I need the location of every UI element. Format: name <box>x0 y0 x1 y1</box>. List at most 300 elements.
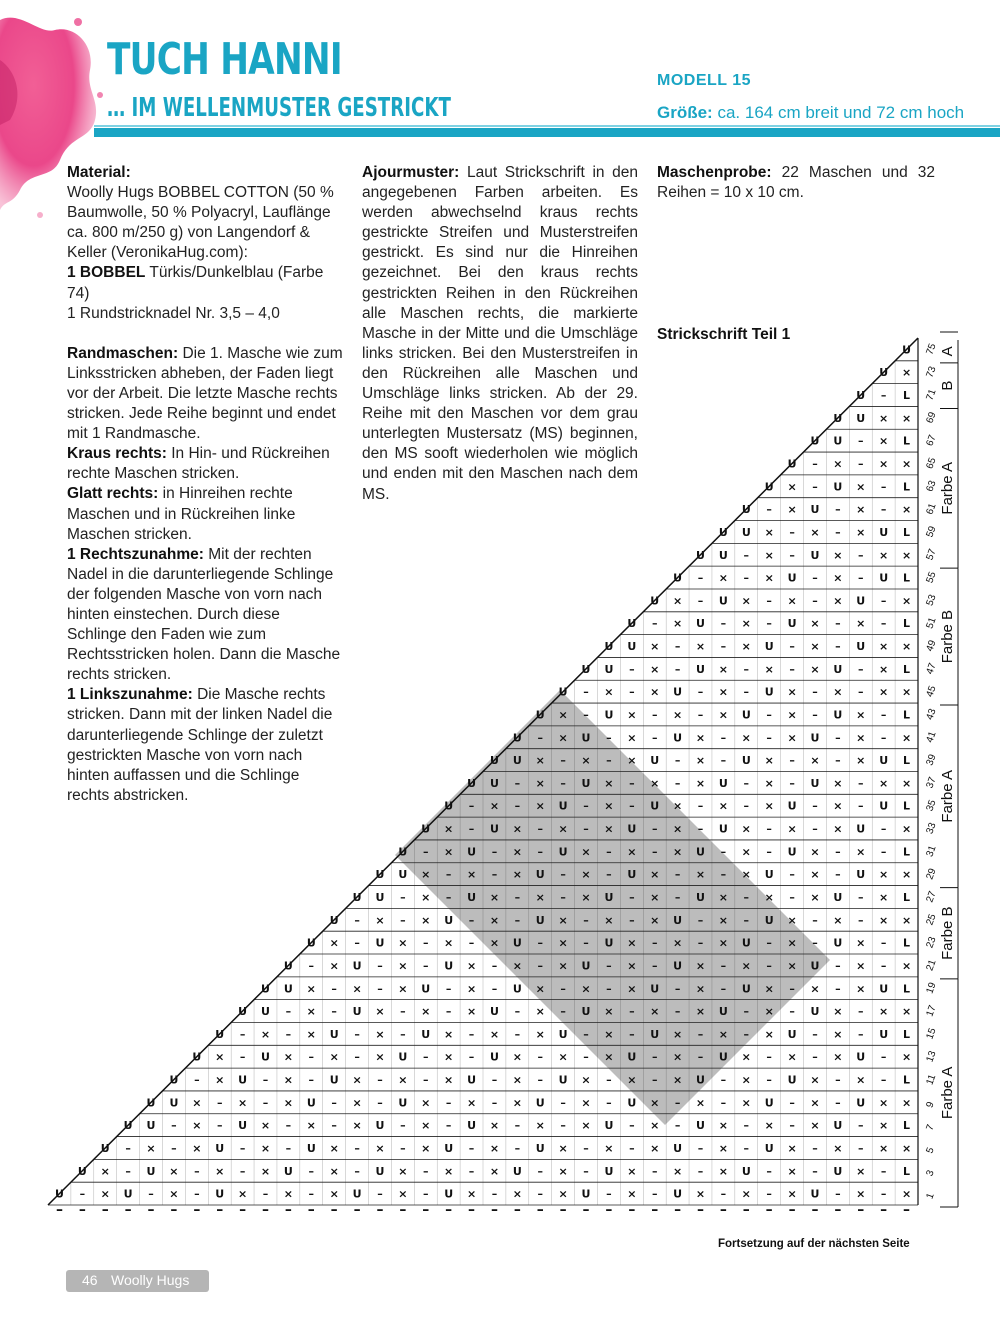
stitch-symbol: U <box>833 936 843 950</box>
stitch-symbol: U <box>879 525 889 539</box>
edge-symbol: U <box>718 525 728 539</box>
stitch-symbol: – <box>400 890 406 904</box>
size-value: ca. 164 cm breit und 72 cm hoch <box>717 103 965 122</box>
stitch-symbol: – <box>812 1141 818 1155</box>
stitch-symbol: U <box>627 868 637 882</box>
stitch-symbol: – <box>216 1119 223 1133</box>
color-band-label: Farbe B <box>939 906 956 960</box>
stitch-symbol: × <box>787 480 797 494</box>
stitch-symbol: – <box>789 1096 795 1110</box>
stitch-symbol: × <box>901 822 912 836</box>
stitch-symbol: – <box>606 754 612 768</box>
stitch-symbol: × <box>879 434 889 448</box>
stitch-symbol: – <box>743 662 750 676</box>
bottom-symbol: – <box>605 1202 613 1218</box>
stitch-symbol: × <box>650 640 660 654</box>
stitch-symbol: U <box>810 1187 820 1201</box>
stitch-symbol: – <box>606 845 612 859</box>
stitch-symbol: × <box>718 1141 729 1155</box>
stitch-symbol: L <box>903 890 911 904</box>
stitch-symbol: – <box>468 799 475 813</box>
stitch-symbol: – <box>835 525 841 539</box>
bobbel-label: 1 BOBBEL <box>67 264 146 282</box>
stitch-symbol: × <box>375 1005 385 1019</box>
stitch-symbol: – <box>514 799 521 813</box>
stitch-symbol: × <box>650 1005 660 1019</box>
stitch-symbol: – <box>445 890 452 904</box>
stitch-symbol: L <box>903 1164 911 1178</box>
stitch-symbol: – <box>835 503 841 517</box>
stitch-symbol: × <box>489 1027 500 1041</box>
stitch-symbol: × <box>581 754 591 768</box>
stitch-symbol: U <box>558 799 568 813</box>
edge-symbol: U <box>741 503 751 517</box>
stitch-symbol: – <box>880 731 887 745</box>
stitch-symbol: × <box>650 890 660 904</box>
stitch-symbol: – <box>697 822 704 836</box>
edge-symbol: U <box>100 1141 110 1155</box>
stitch-symbol: U <box>833 890 843 904</box>
stitch-symbol: – <box>789 1119 795 1133</box>
bottom-symbol: – <box>513 1202 521 1218</box>
bottom-symbol: – <box>307 1202 315 1218</box>
stitch-symbol: × <box>489 1164 500 1178</box>
stitch-symbol: – <box>766 1073 772 1087</box>
stitch-symbol: × <box>787 731 797 745</box>
stitch-symbol: – <box>812 594 818 608</box>
stitch-symbol: L <box>903 1119 911 1133</box>
row-number: 69 <box>924 410 939 425</box>
stitch-symbol: – <box>308 1073 315 1087</box>
page-number: 46 <box>82 1272 98 1288</box>
stitch-symbol: × <box>260 1119 271 1133</box>
stitch-symbol: × <box>535 1005 545 1019</box>
stitch-symbol: × <box>466 868 477 882</box>
stitch-symbol: × <box>787 708 797 722</box>
stitch-symbol: U <box>856 1096 866 1110</box>
stitch-symbol: – <box>835 1073 841 1087</box>
row-number: 45 <box>924 684 939 699</box>
stitch-symbol: × <box>627 982 637 996</box>
stitch-symbol: – <box>606 982 612 996</box>
stitch-symbol: × <box>879 662 889 676</box>
stitch-symbol: – <box>583 1050 589 1064</box>
stitch-symbol: – <box>674 776 681 790</box>
row-number: 15 <box>924 1026 939 1041</box>
stitch-symbol: × <box>833 594 843 608</box>
bottom-symbol: – <box>170 1202 178 1218</box>
stitch-symbol: – <box>880 1187 887 1201</box>
stitch-symbol: × <box>421 1141 431 1155</box>
pattern-title: TUCH HANNI <box>107 34 342 85</box>
stitch-symbol: × <box>352 1119 362 1133</box>
stitch-symbol: – <box>812 480 818 494</box>
stitch-symbol: – <box>858 685 864 699</box>
row-number: 65 <box>924 456 939 471</box>
stitch-symbol: U <box>810 731 820 745</box>
stitch-symbol: U <box>673 913 683 927</box>
stitch-symbol: – <box>468 1141 475 1155</box>
edge-symbol: U <box>879 366 889 380</box>
stitch-symbol: × <box>810 1096 820 1110</box>
stitch-symbol: × <box>810 845 820 859</box>
stitch-symbol: U <box>489 776 499 790</box>
stitch-symbol: U <box>764 1141 774 1155</box>
stitch-symbol: U <box>604 662 614 676</box>
stitch-symbol: – <box>674 754 681 768</box>
stitch-symbol: × <box>741 594 751 608</box>
stitch-symbol: – <box>766 731 772 745</box>
stitch-symbol: × <box>215 1073 225 1087</box>
row-number: 61 <box>924 501 939 517</box>
stitch-symbol: – <box>285 1027 292 1041</box>
stitch-symbol: × <box>901 913 912 927</box>
stitch-symbol: × <box>604 776 614 790</box>
stitch-symbol: – <box>858 913 864 927</box>
stitch-symbol: × <box>718 662 729 676</box>
stitch-symbol: – <box>789 640 795 654</box>
stitch-symbol: × <box>764 890 774 904</box>
stitch-symbol: – <box>858 434 864 448</box>
row-number: 43 <box>924 707 939 722</box>
row-number: 55 <box>924 570 939 585</box>
row-number: 23 <box>924 935 939 950</box>
stitch-symbol: U <box>787 617 797 631</box>
stitch-symbol: – <box>743 913 750 927</box>
stitch-symbol: – <box>377 1187 383 1201</box>
stitch-symbol: U <box>673 731 683 745</box>
stitch-symbol: U <box>306 1096 316 1110</box>
stitch-symbol: – <box>880 959 887 973</box>
edge-symbol: U <box>54 1187 64 1201</box>
stitch-symbol: – <box>697 571 704 585</box>
row-number: 33 <box>924 821 939 836</box>
stitch-symbol: – <box>468 1164 475 1178</box>
stitch-symbol: – <box>812 799 818 813</box>
stitch-symbol: – <box>629 685 635 699</box>
stitch-symbol: × <box>512 868 522 882</box>
stitch-symbol: – <box>766 1050 772 1064</box>
stitch-symbol: – <box>514 776 521 790</box>
edge-symbol: U <box>627 617 637 631</box>
stitch-symbol: – <box>537 1164 543 1178</box>
stitch-symbol: – <box>880 503 887 517</box>
stitch-symbol: × <box>215 1050 225 1064</box>
stitch-symbol: – <box>651 617 658 631</box>
bottom-symbol: – <box>788 1202 796 1218</box>
stitch-symbol: × <box>672 799 683 813</box>
stitch-symbol: – <box>858 1027 864 1041</box>
stitch-symbol: L <box>903 1027 911 1041</box>
stitch-symbol: U <box>787 1027 797 1041</box>
stitch-symbol: × <box>672 617 683 631</box>
stitch-symbol: × <box>512 959 522 973</box>
stitch-symbol: – <box>743 1119 750 1133</box>
stitch-symbol: U <box>467 890 477 904</box>
stitch-symbol: U <box>741 982 751 996</box>
stitch-symbol: – <box>858 776 864 790</box>
stitch-symbol: L <box>903 434 911 448</box>
stitch-symbol: – <box>766 617 772 631</box>
stitch-symbol: × <box>810 1119 820 1133</box>
stitch-symbol: × <box>558 936 568 950</box>
stitch-symbol: × <box>512 845 522 859</box>
lz-label: 1 Linkszunahme: <box>67 686 193 704</box>
stitch-symbol: – <box>468 1050 475 1064</box>
edge-symbol: U <box>398 845 408 859</box>
stitch-symbol: U <box>558 1073 568 1087</box>
stitch-symbol: × <box>627 731 637 745</box>
stitch-symbol: – <box>468 1027 475 1041</box>
row-number: 17 <box>924 1003 939 1019</box>
stitch-symbol: × <box>375 1027 385 1041</box>
color-band-label: Farbe A <box>939 770 956 823</box>
stitch-symbol: × <box>329 1141 339 1155</box>
stitch-symbol: U <box>604 936 614 950</box>
stitch-symbol: × <box>695 1005 706 1019</box>
bottom-symbol: – <box>719 1202 727 1218</box>
stitch-symbol: U <box>581 959 591 973</box>
stitch-symbol: × <box>650 913 660 927</box>
stitch-symbol: × <box>489 913 500 927</box>
stitch-symbol: U <box>467 1119 477 1133</box>
bottom-symbol: – <box>78 1202 86 1218</box>
stitch-symbol: × <box>672 822 683 836</box>
stitch-symbol: × <box>627 1187 637 1201</box>
bobbel-text: Türkis/Dunkelblau (Farbe 74) <box>67 264 324 302</box>
stitch-symbol: – <box>423 1050 429 1064</box>
stitch-symbol: – <box>766 1187 772 1201</box>
stitch-symbol: U <box>879 1027 889 1041</box>
row-number: 53 <box>924 593 939 608</box>
stitch-symbol: × <box>833 1005 843 1019</box>
stitch-symbol: × <box>398 1073 408 1087</box>
stitch-symbol: – <box>583 1027 589 1041</box>
stitch-symbol: U <box>764 913 774 927</box>
stitch-symbol: × <box>695 959 706 973</box>
bottom-symbol: – <box>330 1202 338 1218</box>
stitch-symbol: – <box>651 708 658 722</box>
stitch-symbol: U <box>764 1096 774 1110</box>
stitch-symbol: – <box>445 982 452 996</box>
stitch-symbol: × <box>444 936 454 950</box>
stitch-symbol: × <box>512 1050 522 1064</box>
edge-symbol: U <box>215 1027 225 1041</box>
edge-symbol: U <box>306 936 316 950</box>
stitch-symbol: × <box>489 1141 500 1155</box>
stitch-symbol: × <box>558 959 568 973</box>
edge-symbol: U <box>810 434 820 448</box>
stitch-symbol: × <box>444 1164 454 1178</box>
color-band-label: Farbe A <box>939 462 956 515</box>
stitch-symbol: – <box>651 822 658 836</box>
stitch-symbol: U <box>604 890 614 904</box>
stitch-symbol: – <box>697 1050 704 1064</box>
stitch-symbol: – <box>262 1073 269 1087</box>
stitch-symbol: – <box>835 640 841 654</box>
stitch-symbol: × <box>787 1141 797 1155</box>
stitch-symbol: – <box>148 1187 154 1201</box>
stitch-symbol: – <box>766 822 772 836</box>
stitch-symbol: – <box>583 1164 589 1178</box>
stitch-symbol: × <box>764 662 774 676</box>
stitch-symbol: U <box>650 1027 660 1041</box>
stitch-symbol: – <box>880 708 887 722</box>
stitch-symbol: × <box>741 1050 751 1064</box>
stitch-symbol: – <box>766 594 772 608</box>
stitch-symbol: × <box>329 1187 339 1201</box>
row-number: 75 <box>924 342 939 357</box>
stitch-symbol: × <box>856 1164 866 1178</box>
needle-text: 1 Rundstricknadel Nr. 3,5 – 4,0 <box>67 304 280 322</box>
stitch-symbol: – <box>239 1141 246 1155</box>
stitch-symbol: – <box>812 936 818 950</box>
stitch-symbol: U <box>535 1096 545 1110</box>
edge-symbol: U <box>421 822 431 836</box>
stitch-symbol: × <box>650 1119 660 1133</box>
continued-note: Fortsetzung auf der nächsten Seite <box>718 1238 910 1250</box>
stitch-symbol: – <box>629 799 635 813</box>
stitch-symbol: × <box>718 913 729 927</box>
stitch-symbol: – <box>445 1005 452 1019</box>
stitch-symbol: – <box>423 959 429 973</box>
stitch-symbol: × <box>901 457 912 471</box>
ajour-label: Ajourmuster: <box>362 164 460 181</box>
bottom-symbol: – <box>376 1202 384 1218</box>
stitch-symbol: – <box>789 1005 795 1019</box>
stitch-symbol: – <box>537 936 543 950</box>
stitch-symbol: × <box>879 411 889 425</box>
stitch-symbol: – <box>835 754 841 768</box>
stitch-symbol: – <box>583 913 589 927</box>
stitch-symbol: – <box>468 822 475 836</box>
stitch-symbol: × <box>558 1164 568 1178</box>
row-number: 27 <box>924 889 939 905</box>
stitch-symbol: U <box>398 1050 408 1064</box>
edge-symbol: U <box>467 776 477 790</box>
stitch-symbol: × <box>901 366 912 380</box>
stitch-symbol: × <box>466 959 477 973</box>
edge-symbol: U <box>696 548 705 562</box>
stitch-symbol: × <box>901 548 912 562</box>
stitch-symbol: – <box>651 845 658 859</box>
stitch-symbol: × <box>901 411 912 425</box>
stitch-symbol: × <box>718 685 729 699</box>
stitch-symbol: × <box>901 1005 912 1019</box>
color-band-label: A <box>939 346 956 357</box>
stitch-symbol: × <box>856 708 866 722</box>
stitch-symbol: × <box>398 959 408 973</box>
stitch-symbol: × <box>375 913 385 927</box>
stitch-symbol: U <box>398 1096 408 1110</box>
stitch-symbol: U <box>833 1164 843 1178</box>
stitch-symbol: U <box>810 776 820 790</box>
stitch-symbol: U <box>696 1119 705 1133</box>
stitch-symbol: – <box>606 868 612 882</box>
stitch-symbol: – <box>468 936 475 950</box>
stitch-symbol: × <box>787 1187 797 1201</box>
edge-symbol: U <box>833 411 843 425</box>
stitch-symbol: × <box>169 1164 179 1178</box>
stitch-symbol: × <box>352 1096 362 1110</box>
stitch-symbol: U <box>673 1187 683 1201</box>
bottom-symbol: – <box>697 1202 704 1218</box>
stitch-symbol: – <box>766 708 772 722</box>
stitch-symbol: – <box>125 1164 131 1178</box>
stitch-symbol: × <box>558 1050 568 1064</box>
bottom-symbol: – <box>101 1202 109 1218</box>
stitch-symbol: U <box>879 799 889 813</box>
stitch-symbol: × <box>421 1005 431 1019</box>
stitch-symbol: U <box>627 640 637 654</box>
stitch-symbol: – <box>835 731 841 745</box>
stitch-symbol: – <box>651 1050 658 1064</box>
row-number: 11 <box>924 1073 939 1087</box>
stitch-symbol: × <box>764 799 774 813</box>
kraus-label: Kraus rechts: <box>67 445 167 463</box>
stitch-symbol: U <box>627 1096 637 1110</box>
stitch-symbol: – <box>423 845 429 859</box>
edge-symbol: U <box>261 982 270 996</box>
stitch-symbol: × <box>535 982 545 996</box>
stitch-symbol: × <box>512 1096 522 1110</box>
stitch-symbol: L <box>903 708 911 722</box>
stitch-symbol: × <box>741 822 751 836</box>
stitch-symbol: × <box>764 1119 774 1133</box>
color-band-label: Farbe A <box>939 1066 956 1120</box>
stitch-symbol: U <box>696 890 705 904</box>
stitch-symbol: × <box>306 982 316 996</box>
stitch-symbol: × <box>741 868 751 882</box>
stitch-symbol: × <box>787 936 797 950</box>
bottom-symbol: – <box>193 1202 201 1218</box>
stitch-symbol: U <box>787 845 797 859</box>
stitch-symbol: × <box>787 594 797 608</box>
stitch-symbol: – <box>491 1187 498 1201</box>
stitch-symbol: – <box>629 1119 635 1133</box>
stitch-symbol: U <box>558 845 568 859</box>
stitch-symbol: × <box>810 525 820 539</box>
stitch-symbol: – <box>171 1141 177 1155</box>
stitch-symbol: – <box>651 1073 658 1087</box>
stitch-symbol: × <box>650 868 660 882</box>
stitch-symbol: × <box>718 1164 729 1178</box>
stitch-symbol: – <box>743 799 750 813</box>
stitch-symbol: – <box>239 1050 246 1064</box>
stitch-symbol: – <box>789 776 795 790</box>
edge-symbol: U <box>283 959 293 973</box>
stitch-symbol: × <box>741 617 751 631</box>
stitch-symbol: × <box>695 868 706 882</box>
edge-symbol: U <box>902 343 912 357</box>
stitch-symbol: – <box>285 1005 292 1019</box>
stitch-symbol: – <box>720 640 727 654</box>
stitch-symbol: – <box>743 571 750 585</box>
pattern-subtitle: … IM WELLENMUSTER GESTRICKT <box>107 93 451 123</box>
stitch-symbol: × <box>192 1141 202 1155</box>
edge-symbol: U <box>558 685 568 699</box>
stitch-symbol: × <box>604 685 614 699</box>
stitch-symbol: – <box>720 845 727 859</box>
row-number: 13 <box>924 1049 939 1064</box>
stitch-symbol: – <box>858 1119 864 1133</box>
row-number: 21 <box>924 958 939 973</box>
stitch-symbol: U <box>467 845 477 859</box>
stitch-symbol: U <box>535 913 545 927</box>
stitch-symbol: – <box>697 1027 704 1041</box>
stitch-symbol: – <box>514 1141 521 1155</box>
stitch-symbol: × <box>558 822 568 836</box>
